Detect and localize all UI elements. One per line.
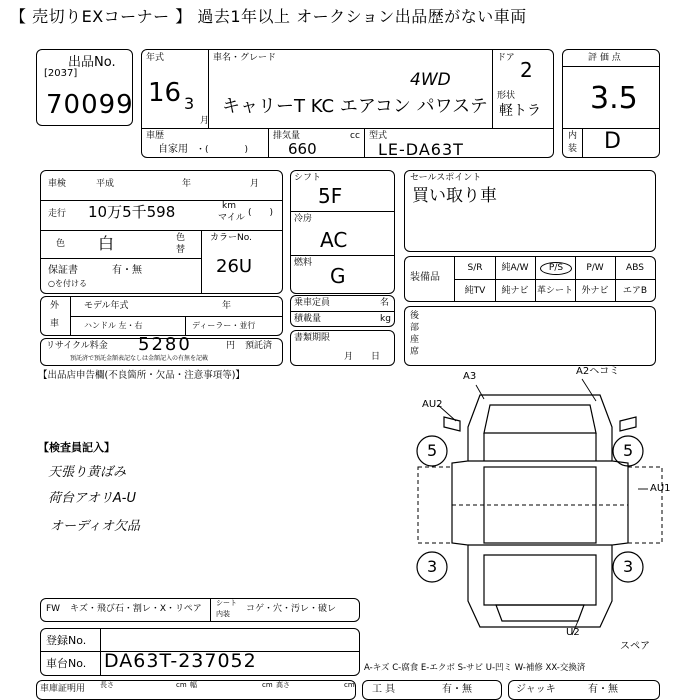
chassis-label: 車台No. bbox=[46, 657, 87, 670]
score-value: 3.5 bbox=[590, 81, 638, 116]
mileage-label: 走行 bbox=[48, 209, 67, 219]
page-banner: 【 売切りEXコーナー 】 過去1年以上 オークション出品歴がない車両 bbox=[10, 7, 527, 26]
equipment-item: 外ナビ bbox=[581, 286, 609, 296]
rear-seat-char-2: 部 bbox=[410, 323, 420, 333]
equipment-item: P/S bbox=[540, 262, 572, 275]
recycle-label: リサイクル料金 bbox=[46, 341, 108, 351]
sales-point-value: 買い取り車 bbox=[412, 186, 497, 206]
fw-seat-items: コゲ・穴・汚レ・破レ bbox=[246, 604, 337, 614]
load-unit: kg bbox=[380, 314, 391, 324]
shape-value: 軽トラ bbox=[499, 103, 541, 119]
inspector-note-2: 荷台アオリA-U bbox=[48, 491, 136, 506]
recycle-status: 預託済 bbox=[245, 341, 273, 351]
year-month: 3 bbox=[184, 94, 195, 113]
equipment-label: 装備品 bbox=[410, 272, 440, 283]
foreign-label-b: 車 bbox=[50, 319, 60, 329]
jack-label: ジャッキ bbox=[516, 684, 556, 695]
spare-label: スペア bbox=[620, 641, 650, 652]
length-unit: cm bbox=[176, 681, 187, 689]
equipment-item: 純A/W bbox=[501, 263, 529, 273]
color-value: 白 bbox=[98, 234, 115, 253]
load-label: 積載量 bbox=[294, 314, 322, 324]
equipment-item: 純TV bbox=[464, 286, 486, 296]
damage-legend: A-キズ C-腐食 E-エクボ S-サビ U-凹ミ W-補修 XX-交換済 bbox=[364, 663, 586, 673]
declaration-heading: 【出品店申告欄(不良箇所・欠品・注意事項等)】 bbox=[38, 370, 245, 381]
tire-value-rr: 3 bbox=[623, 557, 634, 576]
foreign-year-unit: 年 bbox=[222, 301, 232, 311]
inspection-label: 車検 bbox=[48, 179, 67, 189]
tire-value-rl: 3 bbox=[427, 557, 438, 576]
recycle-value: 5280 bbox=[138, 334, 192, 355]
model-drive: 4WD bbox=[410, 70, 451, 90]
tools-options: 有・無 bbox=[442, 684, 472, 695]
width-label: 幅 bbox=[190, 681, 197, 689]
rear-seat-char-4: 席 bbox=[410, 347, 420, 357]
tools-label: 工 具 bbox=[372, 684, 396, 695]
foreign-handle: ハンドル 左・右 bbox=[84, 321, 143, 330]
year-value: 16 bbox=[148, 78, 182, 108]
inspection-month: 月 bbox=[250, 179, 260, 189]
shift-label: シフト bbox=[294, 173, 322, 183]
tire-value-fl: 5 bbox=[427, 441, 438, 460]
damage-mark-au1: AU1 bbox=[650, 483, 671, 494]
damage-mark-a2: A2ヘコミ bbox=[576, 366, 620, 377]
type-value: LE-DA63T bbox=[378, 140, 464, 159]
door-value: 2 bbox=[520, 58, 533, 82]
model-label: 車名・グレード bbox=[213, 53, 277, 63]
fw-label: FW bbox=[46, 604, 61, 614]
car-damage-diagram bbox=[400, 365, 700, 655]
model-name: キャリーT KC エアコン パワステ bbox=[222, 96, 488, 117]
displacement-value: 660 bbox=[288, 140, 317, 158]
shift-value: 5F bbox=[318, 184, 343, 208]
registration-label: 登録No. bbox=[46, 634, 87, 647]
warranty-options: 有・無 bbox=[112, 265, 142, 276]
inspection-era: 平成 bbox=[96, 179, 115, 189]
damage-mark-au2: AU2 bbox=[422, 399, 443, 410]
mileage-value: 10万5千598 bbox=[88, 203, 176, 221]
door-label: ドア bbox=[497, 53, 515, 63]
rear-seat-char-1: 後 bbox=[410, 311, 420, 321]
equipment-item: S/R bbox=[467, 263, 483, 273]
recycle-note: 預託済で預託金額表記なしは金額記入の有無を記載 bbox=[70, 355, 209, 362]
rear-seat-char-3: 座 bbox=[410, 335, 420, 345]
warranty-label: 保証書 bbox=[48, 265, 78, 276]
fw-items: キズ・飛び石・割レ・X・リペア bbox=[70, 604, 202, 614]
doc-expiry-unit: 月日 bbox=[344, 352, 399, 362]
sales-point-label: セールスポイント bbox=[410, 173, 482, 183]
interior-label-b: 装 bbox=[568, 144, 578, 154]
foreign-model-year-label: モデル年式 bbox=[84, 301, 129, 311]
type-label: 型式 bbox=[369, 131, 388, 141]
equipment-item: ABS bbox=[626, 263, 644, 273]
lot-number: 70099 bbox=[46, 90, 134, 120]
capacity-label: 乗車定員 bbox=[294, 298, 331, 308]
height-unit: cm bbox=[344, 681, 355, 689]
damage-mark-a3: A3 bbox=[463, 371, 477, 382]
lot-code: [2037] bbox=[44, 68, 78, 79]
equipment-item: P/W bbox=[586, 263, 604, 273]
displacement-unit: cc bbox=[350, 131, 360, 141]
ac-value: AC bbox=[320, 228, 348, 252]
color-change-a: 色 bbox=[176, 233, 186, 243]
fw-seat-label-a: シート bbox=[216, 599, 237, 607]
score-label: 評 価 点 bbox=[588, 53, 621, 63]
fuel-label: 燃料 bbox=[294, 258, 313, 268]
jack-options: 有・無 bbox=[588, 684, 618, 695]
mileage-unit-km: km bbox=[222, 201, 236, 211]
interior-value: D bbox=[604, 129, 621, 154]
color-label: 色 bbox=[56, 239, 66, 249]
color-no-value: 26U bbox=[216, 256, 253, 277]
equipment-item: 純ナビ bbox=[501, 286, 529, 296]
foreign-dealer: ディーラー・並行 bbox=[192, 321, 256, 330]
damage-mark-u2: U2 bbox=[566, 627, 580, 638]
history-label: 車歴 bbox=[146, 131, 165, 141]
width-unit: cm bbox=[262, 681, 273, 689]
shape-label: 形状 bbox=[497, 91, 516, 101]
doc-expiry-label: 書類期限 bbox=[294, 333, 331, 343]
interior-label-a: 内 bbox=[568, 131, 578, 141]
inspection-year: 年 bbox=[182, 179, 192, 189]
foreign-label-a: 外 bbox=[50, 301, 60, 311]
lot-number-label: 出品No. bbox=[68, 55, 116, 70]
capacity-unit: 名 bbox=[380, 298, 390, 308]
inspector-note-3: オーディオ欠品 bbox=[50, 519, 140, 534]
year-month-unit: 月 bbox=[200, 116, 210, 126]
equipment-item: エアB bbox=[622, 286, 648, 296]
equipment-item: 革シート bbox=[536, 286, 573, 296]
chassis-value: DA63T-237052 bbox=[104, 650, 257, 672]
displacement-label: 排気量 bbox=[273, 131, 301, 141]
mileage-paren: ( ) bbox=[248, 208, 274, 218]
height-label: 高さ bbox=[276, 681, 290, 689]
color-change-b: 替 bbox=[176, 245, 186, 255]
inspector-heading: 【検査員記入】 bbox=[38, 441, 115, 454]
warranty-note: ○を付ける bbox=[48, 279, 87, 288]
recycle-unit: 円 bbox=[226, 341, 236, 351]
year-label: 年式 bbox=[146, 53, 165, 63]
fw-seat-label-b: 内装 bbox=[216, 610, 230, 618]
garage-cert-label: 車庫証明用 bbox=[40, 684, 86, 694]
tire-value-fr: 5 bbox=[623, 441, 634, 460]
rear-seat-box bbox=[404, 306, 656, 366]
mileage-unit-mile: マイル bbox=[218, 213, 245, 223]
fuel-value: G bbox=[330, 264, 346, 288]
length-label: 長さ bbox=[100, 681, 114, 689]
inspector-note-1: 天張り黄ばみ bbox=[48, 465, 127, 480]
history-paren: ・( ) bbox=[196, 145, 249, 155]
ac-label: 冷房 bbox=[294, 214, 313, 224]
history-value: 自家用 bbox=[158, 144, 188, 155]
color-no-label: カラーNo. bbox=[210, 233, 252, 243]
